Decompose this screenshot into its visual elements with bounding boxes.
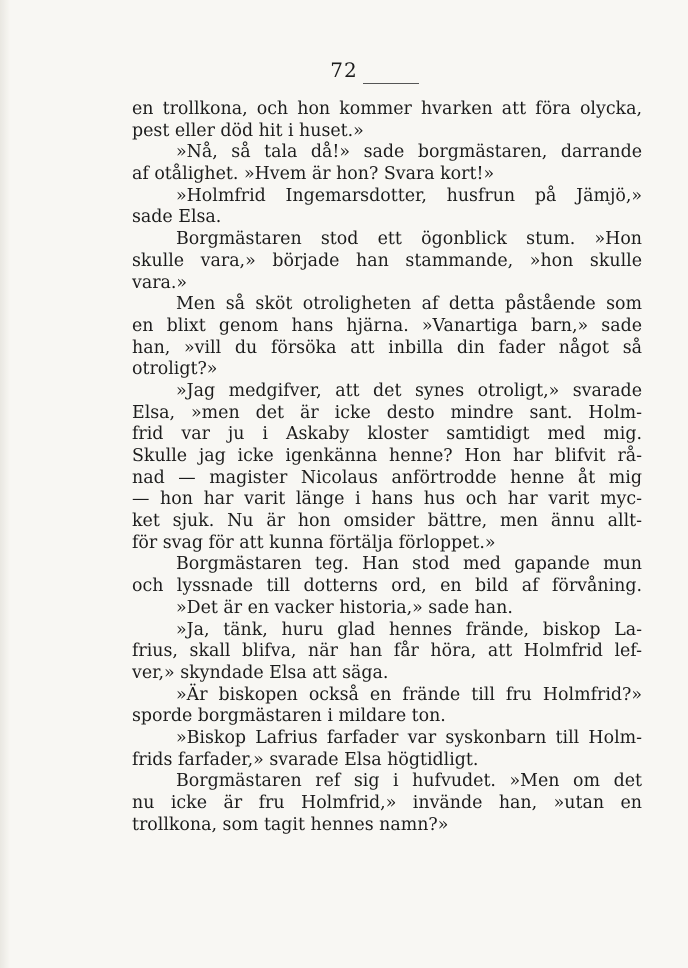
text-line: »Nå, så tala då!» sade borgmästaren, darrande	[176, 142, 642, 163]
text-line: skulle vara,» började han stammande, »hon skulle	[132, 250, 642, 271]
text-line: Elsa, »men det är icke desto mindre sant. Holm-	[132, 402, 642, 423]
page-number: 72	[330, 58, 358, 82]
page-number-rule	[363, 83, 419, 84]
text-line: för svag för att kunna förtälja förloppet.»	[132, 532, 496, 553]
text-line: frius, skall blifva, när han får höra, att Holmfrid lef-	[132, 641, 642, 662]
text-line: »Är biskopen också en frände till fru Holmfrid?»	[176, 684, 642, 705]
text-line: en blixt genom hans hjärna. »Vanartiga barn,» sade	[132, 315, 642, 336]
text-line: af otålighet. »Hvem är hon? Svara kort!»	[132, 164, 495, 185]
text-line: frids farfader,» svarade Elsa högtidligt.	[132, 749, 479, 770]
text-line: »Det är en vacker historia,» sade han.	[176, 597, 513, 618]
text-line: »Holmfrid Ingemarsdotter, husfrun på Jämjö,»	[176, 185, 642, 206]
text-line: Borgmästaren stod ett ögonblick stum. »Hon	[176, 229, 642, 250]
text-line: vara.»	[132, 272, 188, 293]
text-line: nad — magister Nicolaus anförtrodde henne åt mig	[132, 467, 642, 488]
text-line: trollkona, som tagit hennes namn?»	[132, 814, 449, 835]
text-line: Skulle jag icke igenkänna henne? Hon har blifvit rå-	[132, 446, 642, 466]
text-line: ver,» skyndade Elsa att säga.	[132, 662, 389, 683]
page-edge-shadow	[0, 0, 10, 968]
body-text	[132, 99, 642, 836]
text-line: sporde borgmästaren i mildare ton.	[132, 706, 446, 727]
text-line: Men så sköt otroligheten af detta påstående som	[176, 294, 642, 315]
text-line: och lyssnade till dotterns ord, en bild af förvåning.	[132, 576, 642, 597]
text-line: »Biskop Lafrius farfader var syskonbarn till Holm-	[176, 727, 642, 748]
text-line: »Jag medgifver, att det synes otroligt,» svarade	[176, 380, 642, 401]
text-line: han, »vill du försöka att inbilla din fader något så	[132, 337, 642, 358]
text-line: frid var ju i Askaby kloster samtidigt med mig.	[132, 424, 642, 445]
text-line: Borgmästaren ref sig i hufvudet. »Men om det	[176, 771, 642, 792]
text-line: ket sjuk. Nu är hon omsider bättre, men ännu allt-	[132, 511, 642, 532]
text-line: sade Elsa.	[132, 207, 222, 228]
text-line: nu icke är fru Holmfrid,» invände han, »utan en	[132, 793, 642, 813]
text-line: en trollkona, och hon kommer hvarken att föra olycka,	[132, 99, 642, 119]
text-line: otroligt?»	[132, 359, 218, 380]
text-line: Borgmästaren teg. Han stod med gapande mun	[176, 554, 642, 575]
text-line: — hon har varit länge i hans hus och har varit myc-	[132, 489, 642, 510]
text-line: »Ja, tänk, huru glad hennes frände, biskop La-	[176, 619, 642, 640]
text-line: pest eller död hit i huset.»	[132, 120, 364, 141]
